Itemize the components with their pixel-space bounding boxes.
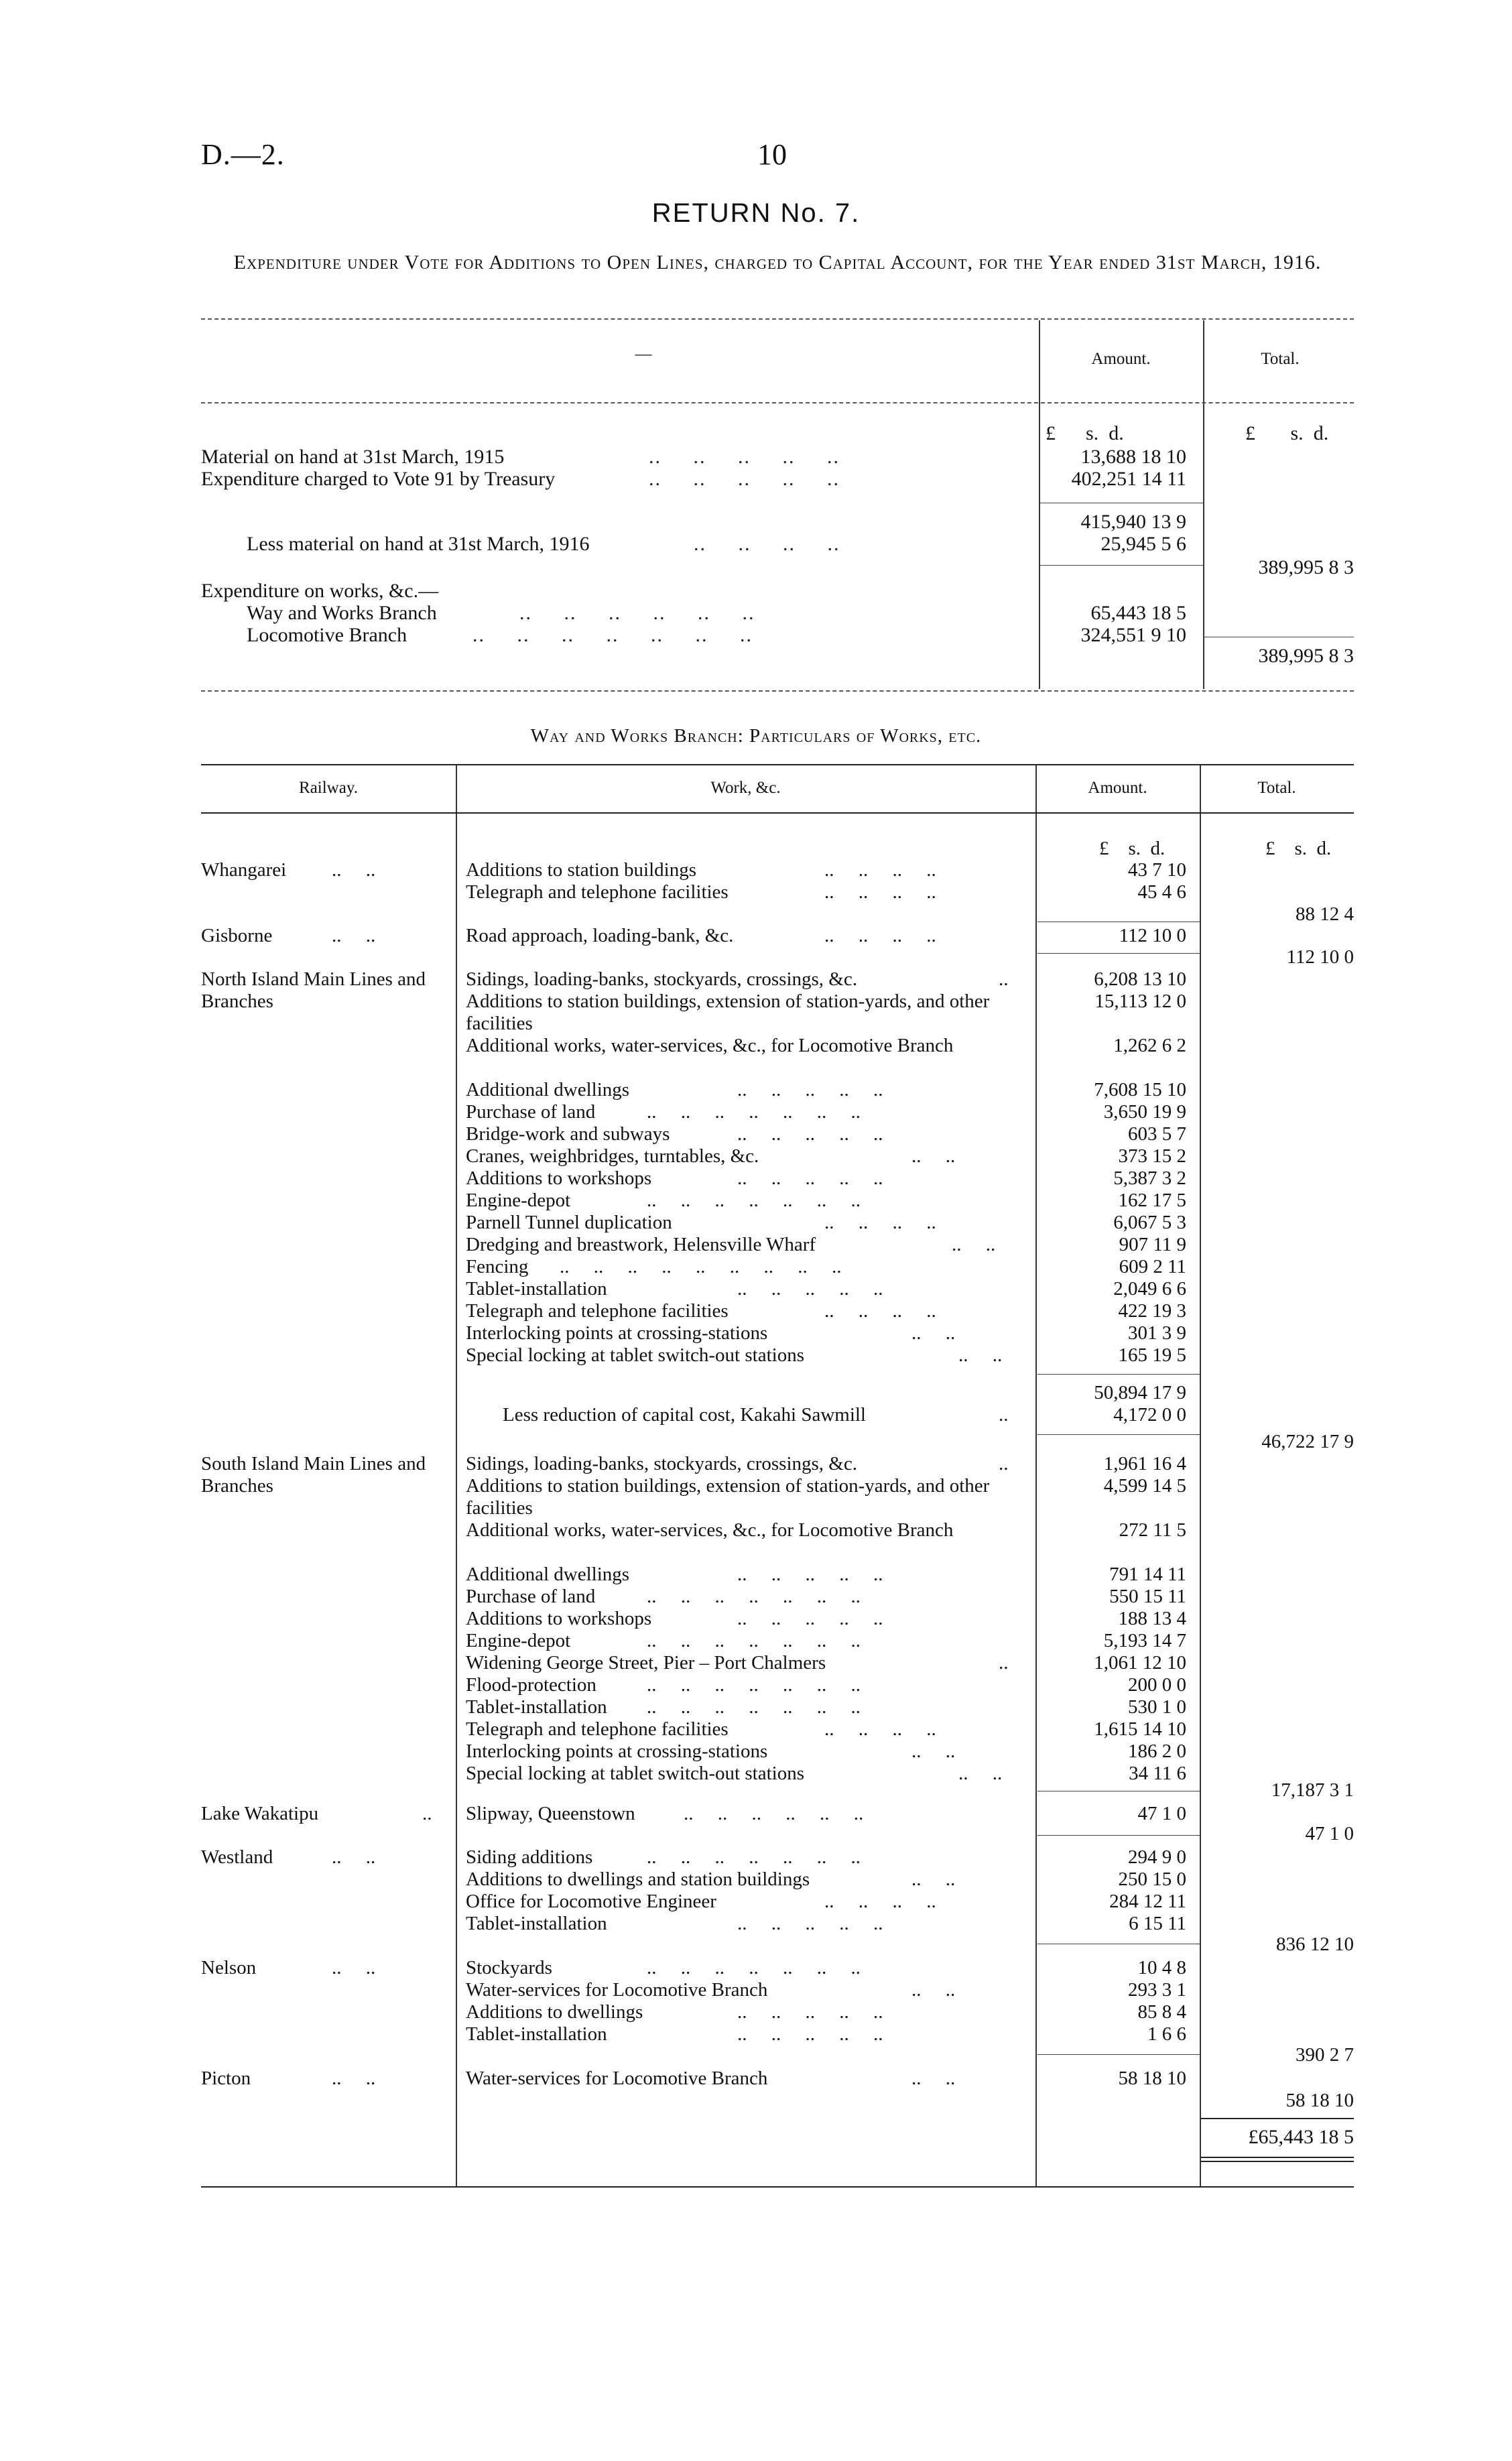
leader-dots: .. .. .. .. .. .. .. — [647, 1957, 861, 1978]
grand-total: £65,443 18 5 — [1248, 2126, 1354, 2148]
leader-dots: .. .. .. .. .. .. .. — [647, 1696, 861, 1718]
work-item: Parnell Tunnel duplication — [466, 1212, 672, 1233]
group-total: 46,722 17 9 — [1261, 1431, 1354, 1452]
work-item: Additional works, water-services, &c., for Locomotive Branch — [466, 1519, 954, 1541]
leader-dots: .. .. — [911, 1979, 956, 2001]
leader-dots: .. .. .. .. .. .. .. — [647, 1101, 861, 1123]
less-item: Less reduction of capital cost, Kakahi Sawmill — [503, 1404, 866, 1426]
leader-dots: .. — [999, 1652, 1009, 1674]
leader-dots: .. .. .. .. .. .. .. — [647, 1630, 861, 1651]
grand-total-rule — [1201, 2161, 1354, 2162]
summary-row-label: Locomotive Branch — [247, 624, 407, 646]
works-total-currency — [1265, 838, 1331, 860]
work-item: Additions to workshops — [466, 1168, 652, 1189]
work-item: Telegraph and telephone facilities — [466, 1300, 729, 1322]
work-item: Tablet-installation — [466, 2023, 607, 2045]
works-total-heading: Total. — [1257, 779, 1296, 797]
works-header-rule — [201, 812, 1354, 814]
page-number: 10 — [757, 138, 787, 171]
currency-shillings: s. — [1128, 838, 1141, 859]
work-amount: 1,615 14 10 — [1094, 1718, 1186, 1740]
work-item: Purchase of land — [466, 1586, 596, 1607]
railway-name: Picton — [201, 2068, 251, 2089]
leader-dots: .. .. .. .. .. — [649, 468, 840, 490]
leader-dots: .. .. .. .. .. .. .. — [472, 624, 753, 646]
currency-pounds: £ — [1046, 422, 1056, 444]
work-item: Tablet-installation — [466, 1696, 607, 1718]
currency-shillings: s. — [1294, 838, 1308, 859]
work-item: Additions to dwellings — [466, 2001, 643, 2023]
work-item: Special locking at tablet switch-out stations — [466, 1763, 804, 1784]
work-amount: 186 2 0 — [1128, 1741, 1186, 1762]
summary-row-label: Less material on hand at 31st March, 1916 — [247, 533, 590, 555]
summary-row — [201, 580, 438, 602]
work-item: Widening George Street, Pier – Port Chalmers — [466, 1652, 826, 1674]
leader-dots: .. .. .. .. — [824, 859, 936, 881]
works-top-rule — [201, 764, 1354, 765]
work-item: Additional dwellings — [466, 1564, 630, 1585]
work-amount: 301 3 9 — [1128, 1322, 1186, 1344]
works-railway-heading: Railway. — [299, 779, 358, 797]
work-amount: 250 15 0 — [1118, 1869, 1186, 1890]
summary-bottom-rule — [201, 690, 1354, 692]
work-amount: 907 11 9 — [1119, 1234, 1186, 1255]
leader-dots: .. .. .. .. .. — [737, 1608, 883, 1629]
work-item: Flood-protection — [466, 1674, 596, 1696]
work-amount: 1,961 16 4 — [1103, 1453, 1186, 1474]
leader-dots: .. .. — [911, 2068, 956, 2089]
work-item: Stockyards — [466, 1957, 552, 1978]
leader-dots: .. .. — [332, 859, 376, 881]
leader-dots: .. .. .. .. .. .. — [519, 602, 755, 624]
summary-row — [247, 533, 590, 555]
document-reference: D.—2. — [201, 138, 285, 171]
amount-rule — [1037, 2054, 1200, 2055]
work-amount: 294 9 0 — [1128, 1846, 1186, 1868]
leader-dots: .. .. — [952, 1234, 996, 1255]
summary-blank-heading: — — [635, 345, 652, 363]
amount-rule — [1037, 1434, 1200, 1435]
work-item: Sidings, loading-banks, stockyards, crossings, &c. — [466, 968, 857, 990]
grand-total-rule — [1201, 2118, 1354, 2119]
works-divider-railway — [456, 765, 457, 2186]
work-item: Water-services for Locomotive Branch — [466, 2068, 768, 2089]
work-item: Interlocking points at crossing-stations — [466, 1322, 768, 1344]
work-amount: 165 19 5 — [1118, 1344, 1186, 1366]
work-item: Cranes, weighbridges, turntables, &c. — [466, 1145, 759, 1167]
currency-shillings: s. — [1086, 422, 1099, 444]
work-item: Office for Locomotive Engineer — [466, 1891, 716, 1912]
summary-row — [247, 602, 437, 624]
work-amount: 10 4 8 — [1137, 1957, 1186, 1978]
summary-row — [201, 446, 504, 468]
leader-dots: .. .. — [332, 2068, 376, 2089]
work-amount: 58 18 10 — [1118, 2068, 1186, 2089]
group-subtotal: 50,894 17 9 — [1094, 1382, 1186, 1403]
work-amount: 4,599 14 5 — [1103, 1475, 1186, 1497]
works-divider-work — [1035, 765, 1037, 2186]
summary-net-rule — [1040, 565, 1203, 566]
group-total: 112 10 0 — [1286, 946, 1354, 968]
work-item: Purchase of land — [466, 1101, 596, 1123]
summary-divider-total — [1203, 320, 1204, 689]
work-item: Road approach, loading-bank, &c. — [466, 925, 734, 946]
works-work-heading: Work, &c. — [710, 779, 781, 797]
grand-total-rule — [1201, 2157, 1354, 2158]
summary-top-rule — [201, 318, 1354, 320]
work-amount: 6,208 13 10 — [1094, 968, 1186, 990]
work-item: Additional dwellings — [466, 1079, 630, 1100]
leader-dots: .. .. .. .. — [694, 533, 840, 555]
leader-dots: .. .. .. .. .. — [737, 2023, 883, 2045]
leader-dots: .. .. .. .. — [824, 1891, 936, 1912]
work-amount: 293 3 1 — [1128, 1979, 1186, 2001]
work-amount: 200 0 0 — [1128, 1674, 1186, 1696]
summary-total-currency — [1245, 422, 1328, 445]
work-amount: 1,262 6 2 — [1113, 1035, 1186, 1056]
work-item: Additions to dwellings and station buildings — [466, 1869, 810, 1890]
railway-name: Nelson — [201, 1957, 257, 1978]
railway-name: Gisborne — [201, 925, 273, 946]
group-total: 88 12 4 — [1296, 903, 1354, 925]
work-amount: 43 7 10 — [1128, 859, 1186, 881]
group-total: 47 1 0 — [1305, 1823, 1354, 1844]
work-item: Bridge-work and subways — [466, 1123, 670, 1145]
leader-dots: .. — [999, 1453, 1009, 1474]
leader-dots: .. .. .. .. .. — [737, 1079, 883, 1100]
leader-dots: .. .. — [332, 1846, 376, 1868]
work-amount: 272 11 5 — [1119, 1519, 1186, 1541]
leader-dots: .. .. — [911, 1145, 956, 1167]
less-amount: 4,172 0 0 — [1113, 1404, 1186, 1426]
leader-dots: .. .. .. .. .. — [737, 1278, 883, 1300]
group-total: 17,187 3 1 — [1271, 1779, 1354, 1801]
leader-dots: .. .. — [911, 1869, 956, 1890]
summary-net-total: 389,995 8 3 — [1258, 556, 1354, 578]
summary-subtotal-amount: 415,940 13 9 — [1080, 511, 1186, 533]
return-subtitle: Expenditure under Vote for Additions to Open Lines, charged to Capital Account, for the Year ended 31st March, 1916. — [233, 251, 1322, 273]
works-section-title: Way and Works Branch: Particulars of Works, etc. — [530, 725, 982, 747]
work-item: Tablet-installation — [466, 1913, 607, 1934]
group-total: 836 12 10 — [1276, 1934, 1354, 1955]
work-amount: 6 15 11 — [1129, 1913, 1186, 1934]
currency-shillings: s. — [1290, 422, 1304, 444]
currency-pence: d. — [1109, 422, 1124, 444]
summary-works-total: 389,995 8 3 — [1258, 645, 1354, 667]
currency-pounds: £ — [1099, 838, 1109, 859]
work-amount: 7,608 15 10 — [1094, 1079, 1186, 1100]
work-amount: 1 6 6 — [1147, 2023, 1186, 2045]
summary-header-rule — [201, 402, 1354, 403]
leader-dots: .. .. .. .. .. .. .. — [647, 1190, 861, 1211]
summary-row-amount: 324,551 9 10 — [1080, 624, 1186, 646]
work-item: Engine-depot — [466, 1630, 571, 1651]
summary-row-label: Expenditure charged to Vote 91 by Treasury — [201, 468, 556, 490]
work-item: Dredging and breastwork, Helensville Wharf — [466, 1234, 816, 1255]
work-item: Sidings, loading-banks, stockyards, crossings, &c. — [466, 1453, 857, 1474]
leader-dots: .. .. .. .. .. — [737, 2001, 883, 2023]
leader-dots: .. — [999, 968, 1009, 990]
amount-rule — [1037, 1835, 1200, 1836]
amount-rule — [1037, 1374, 1200, 1375]
railway-name: Westland — [201, 1846, 273, 1868]
leader-dots: .. .. .. .. — [824, 1212, 936, 1233]
work-amount: 47 1 0 — [1137, 1803, 1186, 1824]
work-amount: 45 4 6 — [1137, 881, 1186, 903]
leader-dots: .. .. .. .. .. — [737, 1168, 883, 1189]
work-amount: 112 10 0 — [1119, 925, 1186, 946]
railway-name: Lake Wakatipu — [201, 1803, 319, 1824]
currency-pounds: £ — [1265, 838, 1275, 859]
leader-dots: .. .. — [332, 925, 376, 946]
summary-row-amount: 65,443 18 5 — [1090, 602, 1186, 624]
works-amount-heading: Amount. — [1088, 779, 1147, 797]
work-amount: 530 1 0 — [1128, 1696, 1186, 1718]
leader-dots: .. .. — [958, 1763, 1003, 1784]
summary-row — [247, 624, 407, 646]
work-item: Telegraph and telephone facilities — [466, 881, 729, 903]
leader-dots: .. .. .. .. .. .. .. — [647, 1586, 861, 1607]
leader-dots: .. .. .. .. .. — [737, 1564, 883, 1585]
railway-name: South Island Main Lines and Branches — [201, 1453, 426, 1497]
group-total: 390 2 7 — [1296, 2044, 1354, 2066]
work-item: Engine-depot — [466, 1190, 571, 1211]
work-amount: 422 19 3 — [1118, 1300, 1186, 1322]
work-amount: 188 13 4 — [1118, 1608, 1186, 1629]
work-amount: 162 17 5 — [1118, 1190, 1186, 1211]
work-amount: 15,113 12 0 — [1094, 991, 1186, 1012]
work-amount: 85 8 4 — [1137, 2001, 1186, 2023]
work-item: Additions to station buildings, extension of station-yards, and other facilities — [466, 1475, 990, 1519]
group-total: 58 18 10 — [1285, 2090, 1354, 2111]
leader-dots: .. .. .. .. — [824, 1718, 936, 1740]
summary-row-amount: 13,688 18 10 — [1080, 446, 1186, 468]
work-amount: 550 15 11 — [1109, 1586, 1186, 1607]
leader-dots: .. .. .. .. — [824, 925, 936, 946]
summary-row — [201, 468, 555, 490]
leader-dots: .. .. — [332, 1957, 376, 1978]
work-amount: 2,049 6 6 — [1113, 1278, 1186, 1300]
leader-dots: .. .. .. .. .. — [737, 1123, 883, 1145]
work-item: Special locking at tablet switch-out stations — [466, 1344, 804, 1366]
work-amount: 791 14 11 — [1109, 1564, 1186, 1585]
work-item: Slipway, Queenstown — [466, 1803, 635, 1824]
leader-dots: .. .. .. .. .. .. .. — [647, 1674, 861, 1696]
leader-dots: .. .. .. .. .. — [649, 446, 840, 468]
work-item: Tablet-installation — [466, 1278, 607, 1300]
leader-dots: .. .. — [911, 1322, 956, 1344]
work-amount: 373 15 2 — [1118, 1145, 1186, 1167]
railway-name: Whangarei — [201, 859, 287, 881]
work-item: Fencing — [466, 1256, 529, 1277]
work-item: Interlocking points at crossing-stations — [466, 1741, 768, 1762]
work-item: Siding additions — [466, 1846, 593, 1868]
work-amount: 6,067 5 3 — [1113, 1212, 1186, 1233]
summary-total-heading: Total. — [1261, 350, 1300, 368]
work-item: Additions to workshops — [466, 1608, 652, 1629]
summary-row-amount: 25,945 5 6 — [1100, 533, 1186, 555]
railway-name: North Island Main Lines and Branches — [201, 968, 426, 1012]
leader-dots: .. .. .. .. — [824, 1300, 936, 1322]
work-amount: 603 5 7 — [1128, 1123, 1186, 1145]
work-amount: 3,650 19 9 — [1103, 1101, 1186, 1123]
summary-row-label: Way and Works Branch — [247, 602, 437, 624]
leader-dots: .. .. .. .. .. .. — [684, 1803, 864, 1824]
summary-amount-currency — [1046, 422, 1124, 445]
summary-row-amount: 402,251 14 11 — [1071, 468, 1186, 490]
summary-row-label: Material on hand at 31st March, 1915 — [201, 446, 505, 468]
works-divider-amount — [1200, 765, 1201, 2186]
leader-dots: .. .. — [958, 1344, 1003, 1366]
currency-pence: d. — [1316, 838, 1332, 859]
work-amount: 5,193 14 7 — [1103, 1630, 1186, 1651]
works-bottom-rule — [201, 2186, 1354, 2188]
currency-pence: d. — [1313, 422, 1329, 444]
leader-dots: .. .. — [911, 1741, 956, 1762]
leader-dots: .. — [999, 1404, 1009, 1426]
leader-dots: .. .. .. .. — [824, 881, 936, 903]
work-amount: 284 12 11 — [1109, 1891, 1186, 1912]
amount-rule — [1037, 953, 1200, 954]
work-amount: 34 11 6 — [1129, 1763, 1186, 1784]
work-item: Telegraph and telephone facilities — [466, 1718, 729, 1740]
leader-dots: .. .. .. .. .. .. .. — [647, 1846, 861, 1868]
work-amount: 1,061 12 10 — [1094, 1652, 1186, 1674]
summary-divider-amount — [1039, 320, 1040, 689]
work-amount: 609 2 11 — [1119, 1256, 1186, 1277]
summary-row-label: Expenditure on works, &c.— — [201, 580, 439, 602]
work-item: Additional works, water-services, &c., for Locomotive Branch — [466, 1035, 954, 1056]
work-item: Additions to station buildings — [466, 859, 696, 881]
summary-amount-heading: Amount. — [1091, 350, 1151, 368]
work-item: Water-services for Locomotive Branch — [466, 1979, 768, 2001]
return-title: RETURN No. 7. — [651, 198, 861, 228]
work-amount: 5,387 3 2 — [1113, 1168, 1186, 1189]
currency-pence: d. — [1150, 838, 1166, 859]
leader-dots: .. — [422, 1803, 432, 1824]
currency-pounds: £ — [1245, 422, 1255, 444]
works-amount-currency — [1099, 838, 1165, 860]
leader-dots: .. .. .. .. .. — [737, 1913, 883, 1934]
work-item: Additions to station buildings, extension of station-yards, and other facilities — [466, 991, 990, 1034]
leader-dots: .. .. .. .. .. .. .. .. .. — [560, 1256, 842, 1277]
